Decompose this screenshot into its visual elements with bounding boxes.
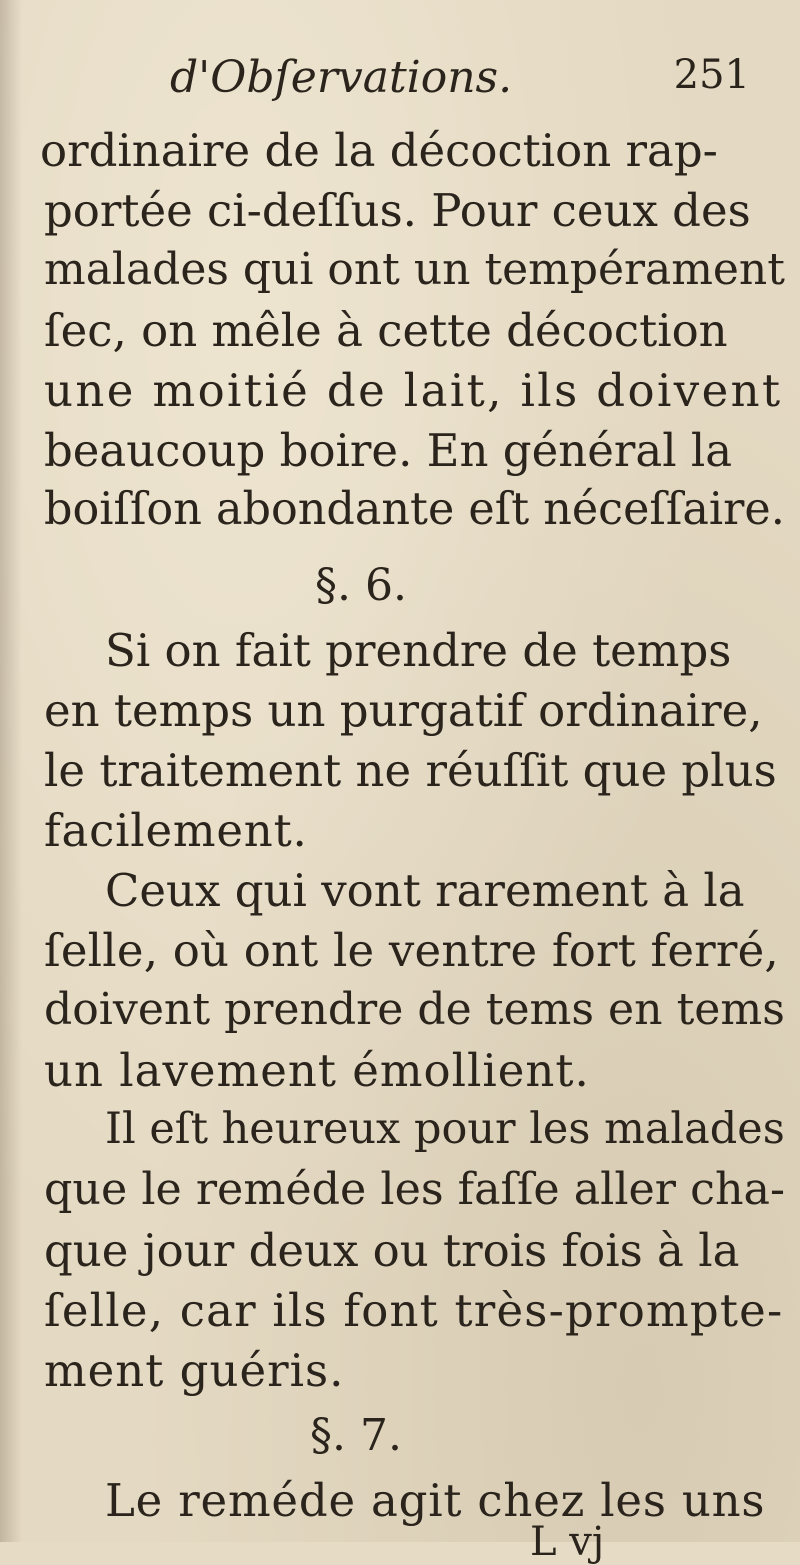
text-line: une moitié de lait, ils doivent (44, 364, 783, 417)
text-line: un lavement émollient. (44, 1044, 590, 1097)
text-line: ſec, on mêle à cette décoction (44, 304, 728, 357)
text-line: que jour deux ou trois fois à la (44, 1224, 740, 1277)
text-line: ſelle, où ont le ventre fort ferré, (44, 924, 779, 977)
text-line: que le reméde les faſſe aller cha- (44, 1164, 785, 1215)
text-line: ſelle, car ils font très-prompte- (44, 1284, 784, 1337)
text-line: Si on fait prendre de temps (105, 624, 732, 677)
text-line: en temps un purgatif ordinaire, (44, 684, 763, 737)
running-header (170, 52, 750, 103)
text-line: ordinaire de la décoction rap- (40, 124, 718, 177)
text-line: ment guéris. (44, 1344, 345, 1397)
text-line: malades qui ont un tempérament (44, 244, 785, 295)
text-line: portée ci-deſſus. Pour ceux des (44, 184, 751, 237)
text-line: le traitement ne réuſſit que plus (44, 744, 777, 797)
section-heading-6: §. 6. (315, 560, 407, 611)
catchword: L vj (530, 1519, 605, 1565)
running-title: d'Obſervations. (170, 52, 513, 103)
text-line: facilement. (44, 804, 308, 857)
text-line: doivent prendre de tems en tems (44, 984, 785, 1035)
text-line: Le reméde agit chez les uns (105, 1474, 766, 1527)
text-line: boiſſon abondante eſt néceſſaire. (44, 484, 785, 535)
text-line: beaucoup boire. En général la (44, 424, 733, 477)
page-number: 251 (673, 52, 750, 98)
text-line: Ceux qui vont rarement à la (105, 864, 745, 917)
section-heading-7: §. 7. (310, 1410, 402, 1461)
text-line: Il eſt heureux pour les malades (105, 1104, 785, 1154)
